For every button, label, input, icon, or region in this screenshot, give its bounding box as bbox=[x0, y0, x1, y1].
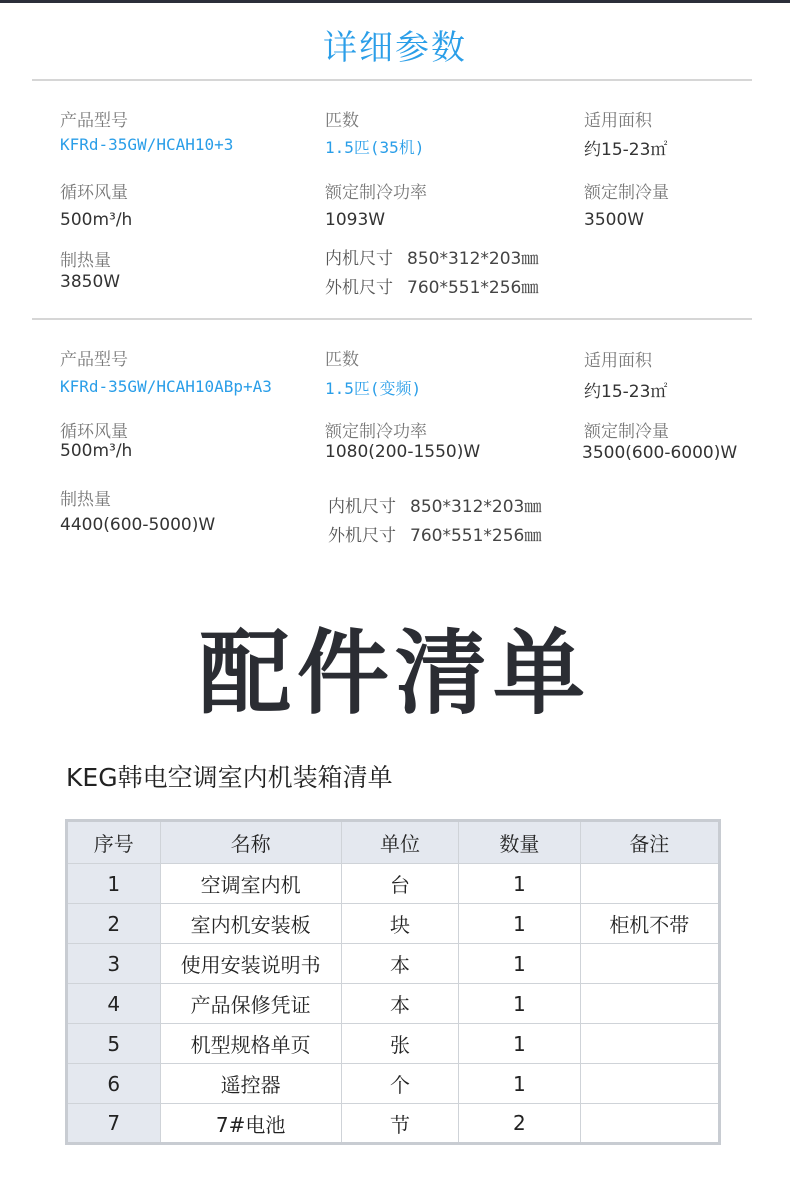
area-label: 适用面积 bbox=[584, 111, 652, 131]
cool-power-value: 1080(200-1550)W bbox=[325, 442, 481, 462]
table-row bbox=[67, 984, 720, 1024]
cell-name: 机型规格单页 bbox=[160, 1024, 341, 1064]
table-header-row bbox=[67, 821, 720, 864]
heat-label: 制热量 bbox=[60, 251, 111, 271]
model-label: 产品型号 bbox=[60, 111, 128, 131]
packing-list-title: KEG韩电空调室内机装箱清单 bbox=[66, 763, 393, 792]
cool-power-value: 1093W bbox=[325, 210, 386, 230]
header-qty: 数量 bbox=[459, 821, 580, 864]
heat-value: 4400(600-5000)W bbox=[60, 515, 216, 535]
heat-label: 制热量 bbox=[60, 490, 111, 510]
cell-qty: 1 bbox=[459, 944, 580, 984]
area-value: 约15-23㎡ bbox=[584, 382, 668, 402]
outdoor-size bbox=[325, 273, 538, 298]
cell-unit: 块 bbox=[341, 904, 458, 944]
cell-name: 使用安装说明书 bbox=[160, 944, 341, 984]
table-row bbox=[67, 1064, 720, 1104]
cell-qty: 1 bbox=[459, 1064, 580, 1104]
cell-name: 产品保修凭证 bbox=[160, 984, 341, 1024]
indoor-size bbox=[325, 244, 538, 269]
cool-cap-label: 额定制冷量 bbox=[584, 183, 669, 203]
cell-unit: 本 bbox=[341, 984, 458, 1024]
hp-label: 匹数 bbox=[325, 111, 359, 131]
cell-index: 5 bbox=[67, 1024, 161, 1064]
table-row bbox=[67, 1024, 720, 1064]
outdoor-size bbox=[328, 521, 541, 546]
cell-note bbox=[580, 864, 719, 904]
cell-unit: 张 bbox=[341, 1024, 458, 1064]
cell-note bbox=[580, 1064, 719, 1104]
cell-qty: 1 bbox=[459, 904, 580, 944]
cell-note bbox=[580, 944, 719, 984]
area-label: 适用面积 bbox=[584, 351, 652, 371]
cell-index: 4 bbox=[67, 984, 161, 1024]
cell-qty: 1 bbox=[459, 984, 580, 1024]
cell-index: 7 bbox=[67, 1104, 161, 1144]
cell-index: 2 bbox=[67, 904, 161, 944]
cell-unit: 个 bbox=[341, 1064, 458, 1104]
cell-index: 1 bbox=[67, 864, 161, 904]
cell-qty: 1 bbox=[459, 864, 580, 904]
section-title: 详细参数 bbox=[323, 28, 467, 68]
airflow-value: 500m³/h bbox=[60, 441, 133, 461]
hp-value: 1.5匹(35机) bbox=[325, 138, 425, 157]
cell-name: 7#电池 bbox=[160, 1104, 341, 1144]
header-unit: 单位 bbox=[341, 821, 458, 864]
hp-label: 匹数 bbox=[325, 350, 359, 370]
header-index: 序号 bbox=[67, 821, 161, 864]
table-row bbox=[67, 1104, 720, 1144]
indoor-size-label: 内机尺寸 bbox=[325, 249, 393, 269]
cool-cap-label: 额定制冷量 bbox=[584, 422, 669, 442]
airflow-label: 循环风量 bbox=[60, 183, 128, 203]
header-note: 备注 bbox=[580, 821, 719, 864]
airflow-label: 循环风量 bbox=[60, 422, 128, 442]
heat-value: 3850W bbox=[60, 272, 121, 292]
cell-unit: 台 bbox=[341, 864, 458, 904]
cell-unit: 节 bbox=[341, 1104, 458, 1144]
header-name: 名称 bbox=[160, 821, 341, 864]
outdoor-size-label: 外机尺寸 bbox=[328, 526, 396, 546]
cell-index: 3 bbox=[67, 944, 161, 984]
cell-note: 柜机不带 bbox=[580, 904, 719, 944]
table-row bbox=[67, 944, 720, 984]
cell-note bbox=[580, 1024, 719, 1064]
top-border bbox=[0, 0, 790, 3]
indoor-size-value: 850*312*203㎜ bbox=[407, 249, 539, 269]
indoor-size-label: 内机尺寸 bbox=[328, 497, 396, 517]
outdoor-size-value: 760*551*256㎜ bbox=[410, 526, 542, 546]
cell-index: 6 bbox=[67, 1064, 161, 1104]
hp-value: 1.5匹(变频) bbox=[325, 379, 422, 398]
divider bbox=[32, 79, 752, 81]
outdoor-size-label: 外机尺寸 bbox=[325, 278, 393, 298]
cool-cap-value: 3500(600-6000)W bbox=[582, 443, 738, 463]
packing-list-table bbox=[65, 819, 721, 1145]
table-row bbox=[67, 864, 720, 904]
indoor-size bbox=[328, 492, 541, 517]
cool-cap-value: 3500W bbox=[584, 210, 645, 230]
cool-power-label: 额定制冷功率 bbox=[325, 183, 427, 203]
model-value: KFRd-35GW/HCAH10ABp+A3 bbox=[60, 377, 272, 396]
model-value: KFRd-35GW/HCAH10+3 bbox=[60, 135, 234, 154]
cell-qty: 2 bbox=[459, 1104, 580, 1144]
area-value: 约15-23㎡ bbox=[584, 140, 668, 160]
airflow-value: 500m³/h bbox=[60, 210, 133, 230]
cool-power-label: 额定制冷功率 bbox=[325, 422, 427, 442]
table-row bbox=[67, 904, 720, 944]
indoor-size-value: 850*312*203㎜ bbox=[410, 497, 542, 517]
cell-note bbox=[580, 1104, 719, 1144]
cell-unit: 本 bbox=[341, 944, 458, 984]
cell-name: 室内机安装板 bbox=[160, 904, 341, 944]
outdoor-size-value: 760*551*256㎜ bbox=[407, 278, 539, 298]
cell-name: 遥控器 bbox=[160, 1064, 341, 1104]
cell-name: 空调室内机 bbox=[160, 864, 341, 904]
accessories-title: 配件清单 bbox=[198, 620, 591, 727]
cell-qty: 1 bbox=[459, 1024, 580, 1064]
model-label: 产品型号 bbox=[60, 350, 128, 370]
divider bbox=[32, 318, 752, 320]
cell-note bbox=[580, 984, 719, 1024]
